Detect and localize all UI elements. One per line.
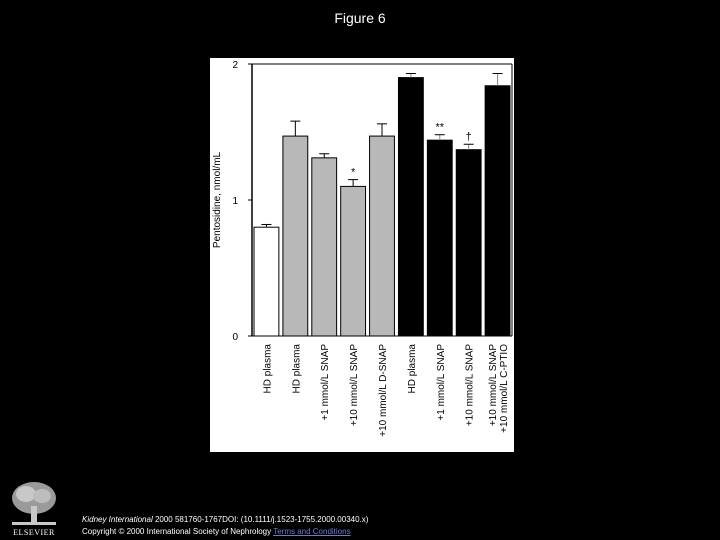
- significance-marker: *: [350, 166, 356, 179]
- figure-panel: [210, 58, 514, 452]
- category-label: HD plasma: [406, 344, 418, 394]
- category-label: +10 mmol/L SNAP: [349, 344, 361, 427]
- bar: [456, 150, 481, 336]
- copyright-line: [82, 526, 368, 538]
- journal-name: Kidney International: [82, 515, 153, 524]
- logo-text: ELSEVIER: [13, 528, 55, 537]
- bar-chart: [210, 58, 514, 452]
- category-label: HD plasma: [291, 344, 303, 394]
- tree-icon: [6, 478, 62, 528]
- category-label: +10 mmol/L SNAP: [488, 344, 500, 427]
- category-label: HD plasma: [262, 344, 274, 394]
- y-tick-label: 0: [232, 332, 238, 343]
- bar: [427, 140, 452, 336]
- citation-text: 2000 581760-1767DOI: (10.1111/j.1523-1755.2000.00340.x): [152, 515, 369, 524]
- category-label: +10 mmol/L D-SNAP: [378, 344, 389, 437]
- y-axis-label: Pentosidine, nmol/mL: [212, 151, 223, 249]
- bar: [283, 136, 308, 336]
- y-tick-label: 1: [232, 196, 238, 207]
- category-label: +1 mmol/L SNAP: [320, 344, 332, 421]
- bar: [370, 136, 395, 336]
- copyright-text: Copyright © 2000 International Society of Nephrology: [82, 527, 272, 536]
- significance-marker: †: [465, 131, 472, 144]
- terms-link[interactable]: Terms and Conditions: [273, 527, 351, 536]
- citation-line: [82, 514, 368, 526]
- category-label: +10 mmol/L SNAP: [464, 344, 476, 427]
- bar: [341, 186, 366, 336]
- significance-marker: **: [435, 121, 445, 134]
- slide-title: Figure 6: [334, 10, 386, 26]
- bar: [254, 227, 279, 336]
- category-label: +1 mmol/L SNAP: [435, 344, 447, 421]
- bar: [312, 158, 337, 336]
- y-tick-label: 2: [232, 60, 238, 71]
- bar: [398, 78, 423, 336]
- category-label: +10 mmol/L C-PTIO: [499, 344, 511, 433]
- footer: [82, 514, 368, 538]
- bar: [485, 86, 510, 336]
